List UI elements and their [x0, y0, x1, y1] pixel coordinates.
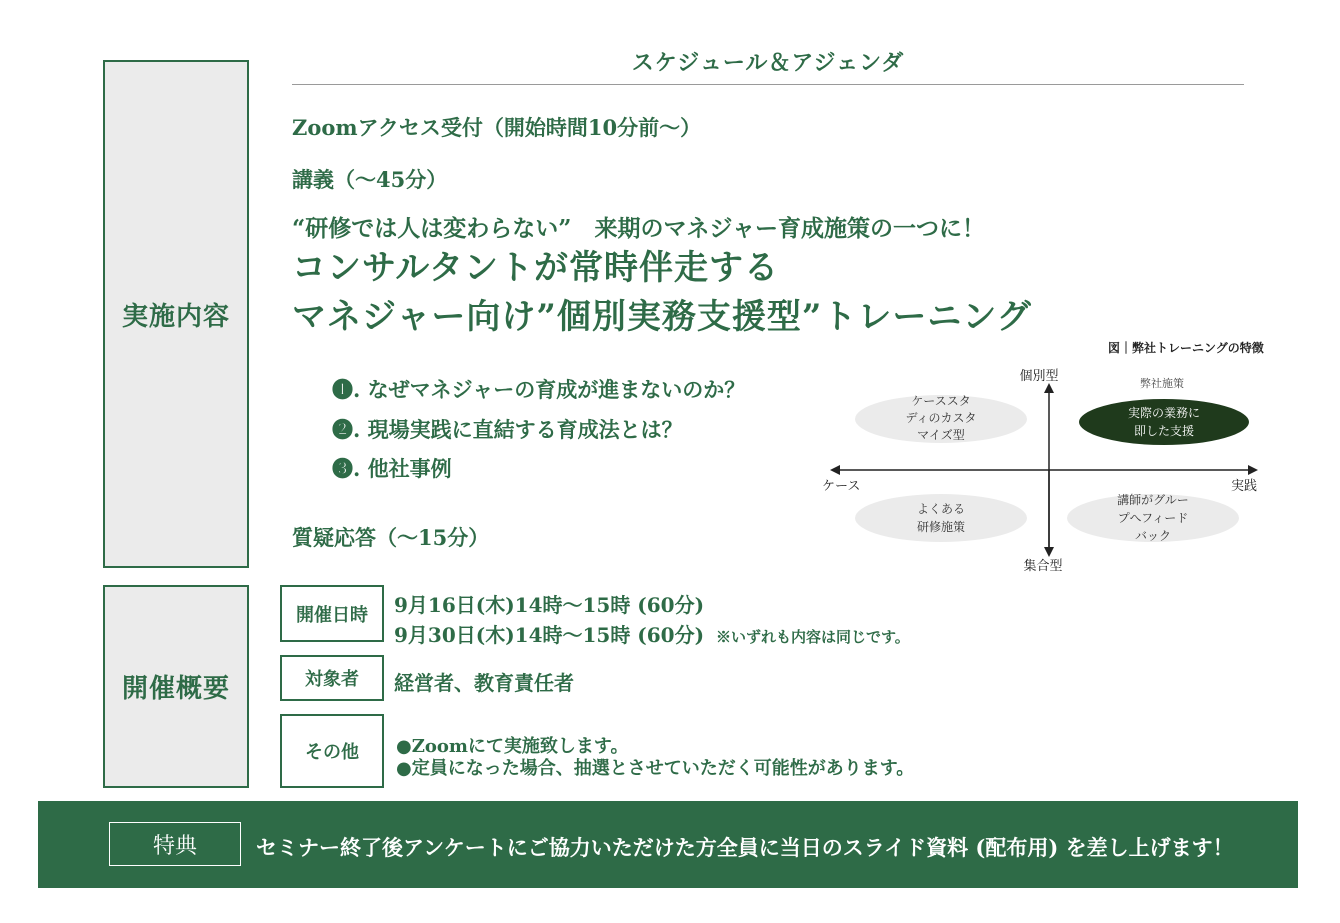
date-label-box — [280, 585, 384, 642]
q-bottom-left-line1: よくある — [916, 502, 966, 516]
q-bottom-left-line2: 研修施策 — [916, 520, 966, 534]
schedule-title: スケジュール＆アジェンダ — [631, 50, 905, 76]
date-note: ※いずれも内容は同じです。 — [716, 628, 910, 646]
content-section-label — [103, 60, 249, 568]
q-bottom-right-line2: プへフィード — [1117, 511, 1189, 525]
figure-caption: 図｜弊社トレーニングの特徴 — [1108, 341, 1264, 355]
q-top-right-line1: 実際の業務に — [1127, 406, 1201, 420]
other-line-1: ●Zoomにて実施致します。 — [396, 736, 629, 757]
own-measure-label: 弊社施策 — [1140, 377, 1184, 390]
target-label: 対象者 — [305, 669, 359, 690]
overview-section-label — [103, 585, 249, 788]
target-label-box — [280, 655, 384, 701]
q-top-left-line2: ディのカスタ — [905, 411, 977, 425]
topic-3: ❸. 他社事例 — [332, 456, 452, 481]
content-section-label-text: 実施内容 — [121, 301, 230, 332]
bonus-label: 特典 — [152, 833, 197, 859]
date-line-1: 9月16日(木)14時〜15時 (60分) — [394, 593, 705, 617]
axis-bottom-label: 集合型 — [1023, 559, 1063, 574]
agenda-reception: Zoomアクセス受付（開始時間10分前〜） — [292, 115, 702, 140]
axis-right-label: 実践 — [1231, 479, 1258, 494]
agenda-tagline: “研修では人は変わらない” 来期のマネジャー育成施策の一つに！ — [292, 215, 985, 242]
target-value: 経営者、教育責任者 — [394, 671, 574, 695]
q-top-left-line1: ケーススタ — [911, 394, 971, 408]
topic-2: ❷. 現場実践に直結する育成法とは？ — [332, 417, 683, 442]
bonus-label-box — [109, 822, 241, 866]
date-label: 開催日時 — [296, 604, 368, 626]
other-label: その他 — [305, 742, 359, 763]
schedule-divider — [292, 84, 1244, 85]
overview-section-label-text: 開催概要 — [121, 674, 230, 704]
q-bottom-right-line1: 講師がグルー — [1117, 493, 1189, 507]
q-bottom-right-line3: バック — [1134, 529, 1172, 543]
headline-line2: マネジャー向け”個別実務支援型”トレーニング — [292, 297, 1032, 337]
axis-top-label: 個別型 — [1019, 369, 1059, 384]
training-positioning-diagram — [820, 360, 1270, 580]
other-label-box — [280, 714, 384, 788]
axis-left-label: ケース — [822, 479, 861, 494]
q-top-left-line3: マイズ型 — [917, 428, 965, 442]
headline-line1: コンサルタントが常時伴走する — [292, 248, 779, 288]
agenda-lecture: 講義（〜45分） — [292, 167, 448, 192]
topic-1: ❶. なぜマネジャーの育成が進まないのか？ — [332, 377, 746, 402]
other-line-2: ●定員になった場合、抽選とさせていただく可能性があります。 — [396, 758, 915, 779]
bonus-text: セミナー終了後アンケートにご協力いただけた方全員に当日のスライド資料 (配布用) を差し上げます！ — [256, 835, 1234, 860]
q-top-right-line2: 即した支援 — [1133, 424, 1195, 438]
agenda-qa: 質疑応答（〜15分） — [292, 525, 490, 550]
date-line-2: 9月30日(木)14時〜15時 (60分) — [394, 623, 705, 647]
